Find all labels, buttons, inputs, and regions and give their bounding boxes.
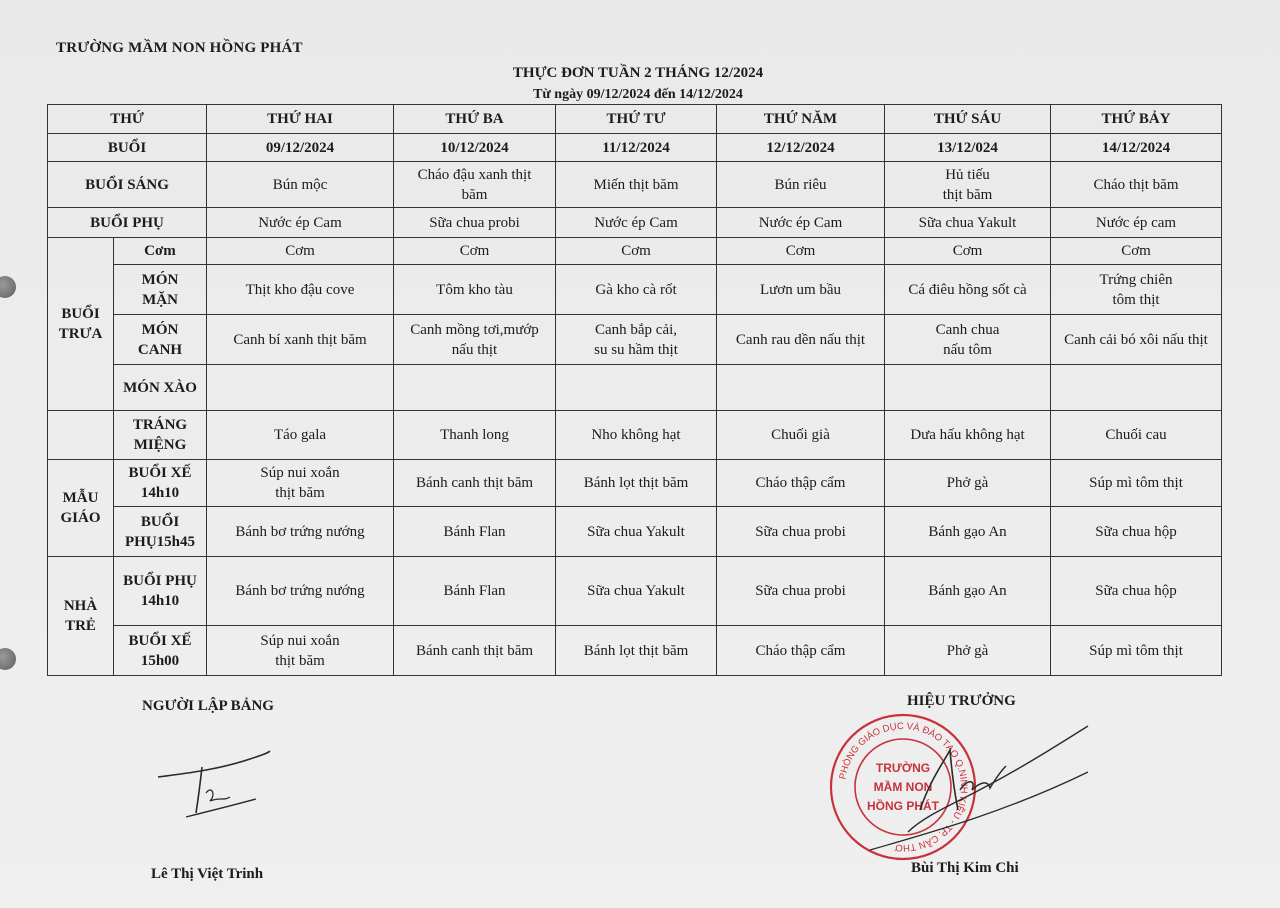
corner-buoi: BUỔI: [48, 134, 207, 162]
menu-cell: Sữa chua probi: [717, 507, 885, 557]
menu-cell: Canh rau dền nấu thịt: [717, 315, 885, 365]
menu-cell: Hủ tiếu thịt băm: [885, 162, 1051, 208]
row-label: MÓN MẶN: [114, 265, 207, 315]
menu-cell: Chuối cau: [1051, 411, 1222, 460]
menu-cell: Cá điêu hồng sốt cà: [885, 265, 1051, 315]
day-name: THỨ BẢY: [1051, 105, 1222, 134]
day-name: THỨ TƯ: [556, 105, 717, 134]
preparer-signature: [150, 745, 280, 825]
table-row: [48, 238, 1222, 265]
menu-cell: Cơm: [207, 238, 394, 265]
menu-cell: Canh cải bó xôi nấu thịt: [1051, 315, 1222, 365]
menu-cell: Súp nui xoắn thịt băm: [207, 460, 394, 507]
menu-title: THỰC ĐƠN TUẦN 2 THÁNG 12/2024: [512, 65, 764, 81]
menu-cell: [394, 365, 556, 411]
day-date: 14/12/2024: [1051, 134, 1222, 162]
menu-cell: Cháo thập cẩm: [717, 460, 885, 507]
menu-cell: Thịt kho đậu cove: [207, 265, 394, 315]
day-name: THỨ HAI: [207, 105, 394, 134]
menu-cell: Canh mồng tơi,mướp nấu thịt: [394, 315, 556, 365]
menu-cell: Súp mì tôm thịt: [1051, 460, 1222, 507]
group-label-mau-giao: MẪU GIÁO: [48, 460, 114, 557]
menu-cell: Bánh canh thịt băm: [394, 626, 556, 676]
menu-cell: Phở gà: [885, 460, 1051, 507]
menu-cell: Bánh gạo An: [885, 557, 1051, 626]
table-row: [48, 265, 1222, 315]
empty-group-cell: [48, 411, 114, 460]
row-label: Cơm: [114, 238, 207, 265]
row-label: BUỔI PHỤ: [48, 208, 207, 238]
menu-cell: Cơm: [1051, 238, 1222, 265]
punch-hole: [0, 276, 16, 298]
day-name: THỨ NĂM: [717, 105, 885, 134]
menu-cell: Cháo thịt băm: [1051, 162, 1222, 208]
menu-cell: Phở gà: [885, 626, 1051, 676]
menu-cell: Lươn um bầu: [717, 265, 885, 315]
menu-cell: Bánh Flan: [394, 557, 556, 626]
menu-cell: Miến thịt băm: [556, 162, 717, 208]
row-label: BUỔI PHỤ 14h10: [114, 557, 207, 626]
menu-cell: Súp mì tôm thịt: [1051, 626, 1222, 676]
menu-cell: Sữa chua hộp: [1051, 557, 1222, 626]
menu-cell: Cơm: [394, 238, 556, 265]
table-row: [48, 208, 1222, 238]
stamp-line-2: MẦM NON: [873, 780, 933, 794]
menu-cell: Bánh Flan: [394, 507, 556, 557]
menu-cell: Canh bí xanh thịt băm: [207, 315, 394, 365]
menu-cell: Chuối già: [717, 411, 885, 460]
menu-cell: [556, 365, 717, 411]
menu-cell: Cơm: [885, 238, 1051, 265]
day-header-row: [48, 105, 1222, 134]
stamp-ring-text: PHÒNG GIÁO DỤC VÀ ĐÀO TẠO Q.NINH KIỀU - TP. CẦN THƠ: [837, 720, 970, 854]
menu-cell: Sữa chua Yakult: [556, 507, 717, 557]
menu-cell: Bánh lọt thịt băm: [556, 460, 717, 507]
table-row: [48, 626, 1222, 676]
menu-cell: Thanh long: [394, 411, 556, 460]
row-label: MÓN CANH: [114, 315, 207, 365]
row-label: BUỔI SÁNG: [48, 162, 207, 208]
menu-cell: [1051, 365, 1222, 411]
date-range: Từ ngày 09/12/2024 đến 14/12/2024: [533, 87, 743, 102]
weekly-menu-table: [47, 104, 1222, 676]
menu-cell: Cơm: [556, 238, 717, 265]
menu-cell: Bún riêu: [717, 162, 885, 208]
menu-cell: Bánh canh thịt băm: [394, 460, 556, 507]
menu-cell: Bún mộc: [207, 162, 394, 208]
menu-cell: Sữa chua probi: [717, 557, 885, 626]
row-label: BUỔI PHỤ15h45: [114, 507, 207, 557]
stamp-line-1: TRƯỜNG: [875, 761, 931, 775]
menu-cell: Tôm kho tàu: [394, 265, 556, 315]
menu-cell: Nước ép cam: [1051, 208, 1222, 238]
menu-cell: Bánh bơ trứng nướng: [207, 557, 394, 626]
day-name: THỨ SÁU: [885, 105, 1051, 134]
row-label: BUỔI XẾ 14h10: [114, 460, 207, 507]
table-row: [48, 411, 1222, 460]
principal-signature: [850, 720, 1100, 860]
table-row: [48, 507, 1222, 557]
preparer-title: NGƯỜI LẬP BẢNG: [142, 698, 274, 714]
menu-cell: Sữa chua Yakult: [556, 557, 717, 626]
menu-cell: Canh chua nấu tôm: [885, 315, 1051, 365]
day-date: 10/12/2024: [394, 134, 556, 162]
table-row: [48, 460, 1222, 507]
menu-cell: Bánh gạo An: [885, 507, 1051, 557]
row-label: MÓN XÀO: [114, 365, 207, 411]
principal-title: HIỆU TRƯỞNG: [907, 693, 1016, 709]
menu-cell: Cháo đậu xanh thịt băm: [394, 162, 556, 208]
menu-cell: Nước ép Cam: [207, 208, 394, 238]
punch-hole: [0, 648, 16, 670]
group-label-buoi-trua: BUỔI TRƯA: [48, 238, 114, 411]
menu-cell: Nước ép Cam: [556, 208, 717, 238]
table-row: [48, 162, 1222, 208]
row-label: BUỔI XẾ 15h00: [114, 626, 207, 676]
principal-name: Bùi Thị Kim Chi: [911, 860, 1019, 876]
table-row: [48, 315, 1222, 365]
menu-cell: Sữa chua Yakult: [885, 208, 1051, 238]
menu-cell: Canh bắp cải, su su hầm thịt: [556, 315, 717, 365]
menu-cell: Súp nui xoắn thịt băm: [207, 626, 394, 676]
menu-cell: Bánh bơ trứng nướng: [207, 507, 394, 557]
group-label-nha-tre: NHÀ TRẺ: [48, 557, 114, 676]
school-name: TRƯỜNG MẦM NON HỒNG PHÁT: [56, 40, 303, 56]
menu-cell: Sữa chua hộp: [1051, 507, 1222, 557]
menu-cell: Sữa chua probi: [394, 208, 556, 238]
menu-cell: Cơm: [717, 238, 885, 265]
stamp-line-3: HỒNG PHÁT: [867, 799, 939, 813]
menu-cell: Gà kho cà rốt: [556, 265, 717, 315]
menu-cell: [717, 365, 885, 411]
day-date: 11/12/2024: [556, 134, 717, 162]
menu-cell: Nho không hạt: [556, 411, 717, 460]
table-row: [48, 557, 1222, 626]
menu-cell: Táo gala: [207, 411, 394, 460]
row-label: TRÁNG MIỆNG: [114, 411, 207, 460]
table-row: [48, 365, 1222, 411]
date-header-row: [48, 134, 1222, 162]
day-name: THỨ BA: [394, 105, 556, 134]
day-date: 09/12/2024: [207, 134, 394, 162]
menu-cell: Trứng chiên tôm thịt: [1051, 265, 1222, 315]
menu-cell: Dưa hấu không hạt: [885, 411, 1051, 460]
menu-cell: [207, 365, 394, 411]
corner-thu: THỨ: [48, 105, 207, 134]
menu-cell: [885, 365, 1051, 411]
menu-cell: Nước ép Cam: [717, 208, 885, 238]
menu-cell: Cháo thập cẩm: [717, 626, 885, 676]
preparer-name: Lê Thị Việt Trinh: [151, 866, 264, 882]
day-date: 12/12/2024: [717, 134, 885, 162]
menu-cell: Bánh lọt thịt băm: [556, 626, 717, 676]
day-date: 13/12/024: [885, 134, 1051, 162]
